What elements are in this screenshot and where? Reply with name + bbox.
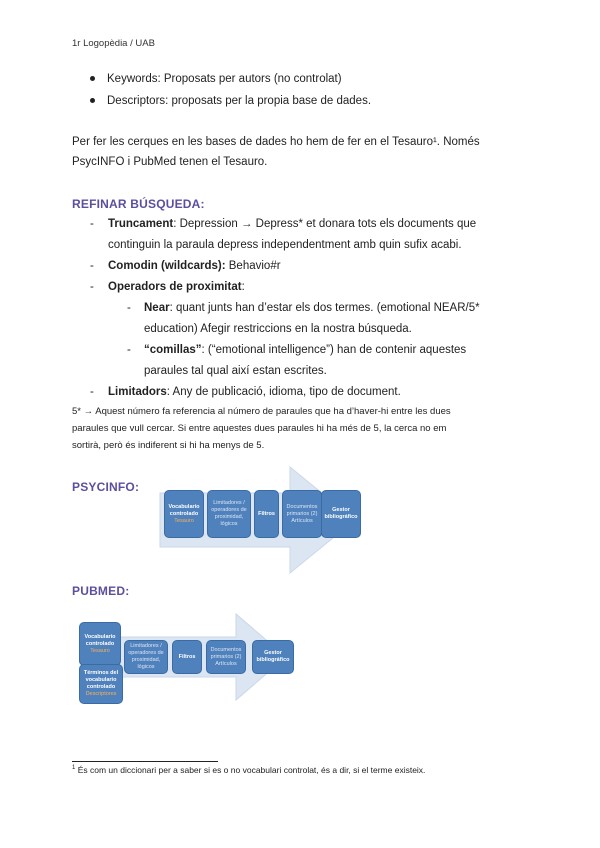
pubmed-box-vocabulario: Vocabulario controlado Tesauro bbox=[79, 622, 121, 666]
list-item-comillas: “comillas”: (“emotional intelligence”) han de contenir aquestes bbox=[144, 344, 467, 356]
pubmed-box-gestor: Gestor bibliográfico bbox=[252, 640, 294, 674]
page-header: 1r Logopèdia / UAB bbox=[72, 38, 155, 49]
list-item-operadors: Operadors de proximitat: bbox=[108, 281, 245, 293]
bullet-item: Keywords: Proposats per autors (no controlat) bbox=[90, 71, 342, 87]
refinar-list: - Truncament: Depression → Depress* et donara tots els documents que continguin la paraula depress independentment amb quin sufix acabi. - Comodin (wildcards): Behavio#r - Operadors de proximitat: - Near: quant junts han d’estar els dos termes. (emotional NEAR/5* education) Afegir restriccions en la nostra búsqueda. - “comillas”: (“emotional intelligence”) han de contenir aquestes paraules tal qual així estan escrites. - Limitadors: Any de publicació, idioma, tipo de document. bbox=[72, 214, 532, 404]
pubmed-box-documentos: Documentos primarios (2) Artículos bbox=[206, 640, 246, 674]
proximity-note: 5* → Aquest número fa referencia al número de paraules que ha d’haver-hi entre les dues paraules que vull cercar. Si entre aquestes dues paraules hi ha més de 5, la cerca no em sortirà, però és indiferent si hi ha menys de 5. bbox=[72, 406, 451, 451]
list-item-truncament: Truncament: Depression → Depress* et donara tots els documents que bbox=[108, 218, 477, 230]
pubmed-box-filtros: Filtros bbox=[172, 640, 202, 674]
intro-paragraph: Per fer les cerques en les bases de dades ho hem de fer en el Tesauro¹. Només PsycINFO i PubMed tenen el Tesauro. bbox=[72, 136, 480, 168]
pubmed-box-limitadores: Limitadores / operadores de proximidad, lógicos bbox=[124, 640, 168, 674]
psycinfo-flow-diagram bbox=[150, 465, 380, 575]
psycinfo-box-documentos: Documentos primarios (2) Artículos bbox=[282, 490, 322, 538]
footnote-divider bbox=[72, 761, 218, 762]
pubmed-box-terminos: Términos del vocabulario controlado Descriptores bbox=[79, 664, 123, 704]
footnote: $^1$ És com un diccionari per a saber si es o no vocabulari controlat, és a dir, si el terme existeix. bbox=[72, 765, 426, 775]
list-item-limitadors: Limitadors: Any de publicació, idioma, tipo de document. bbox=[108, 386, 401, 398]
section-title-psycinfo: PSYCINFO: bbox=[72, 480, 140, 494]
psycinfo-box-vocabulario: Vocabulario controlado Tesauro bbox=[164, 490, 204, 538]
pubmed-flow-diagram bbox=[76, 612, 306, 707]
list-item-near: Near: quant junts han d’estar els dos termes. (emotional NEAR/5* bbox=[144, 302, 480, 314]
section-title-pubmed: PUBMED: bbox=[72, 584, 130, 598]
bullet-dot-icon bbox=[90, 76, 95, 81]
psycinfo-box-gestor: Gestor bibliográfico bbox=[321, 490, 361, 538]
psycinfo-box-filtros: Filtros bbox=[254, 490, 279, 538]
bullet-dot-icon bbox=[90, 98, 95, 103]
psycinfo-box-limitadores: Limitadores / operadores de proximidad, lógicos bbox=[207, 490, 251, 538]
list-item-comodin: Comodin (wildcards): Behavio#r bbox=[108, 260, 281, 272]
section-title-refinar: REFINAR BÚSQUEDA: bbox=[72, 197, 205, 211]
bullet-item: Descriptors: proposats per la propia base de dades. bbox=[90, 93, 371, 109]
